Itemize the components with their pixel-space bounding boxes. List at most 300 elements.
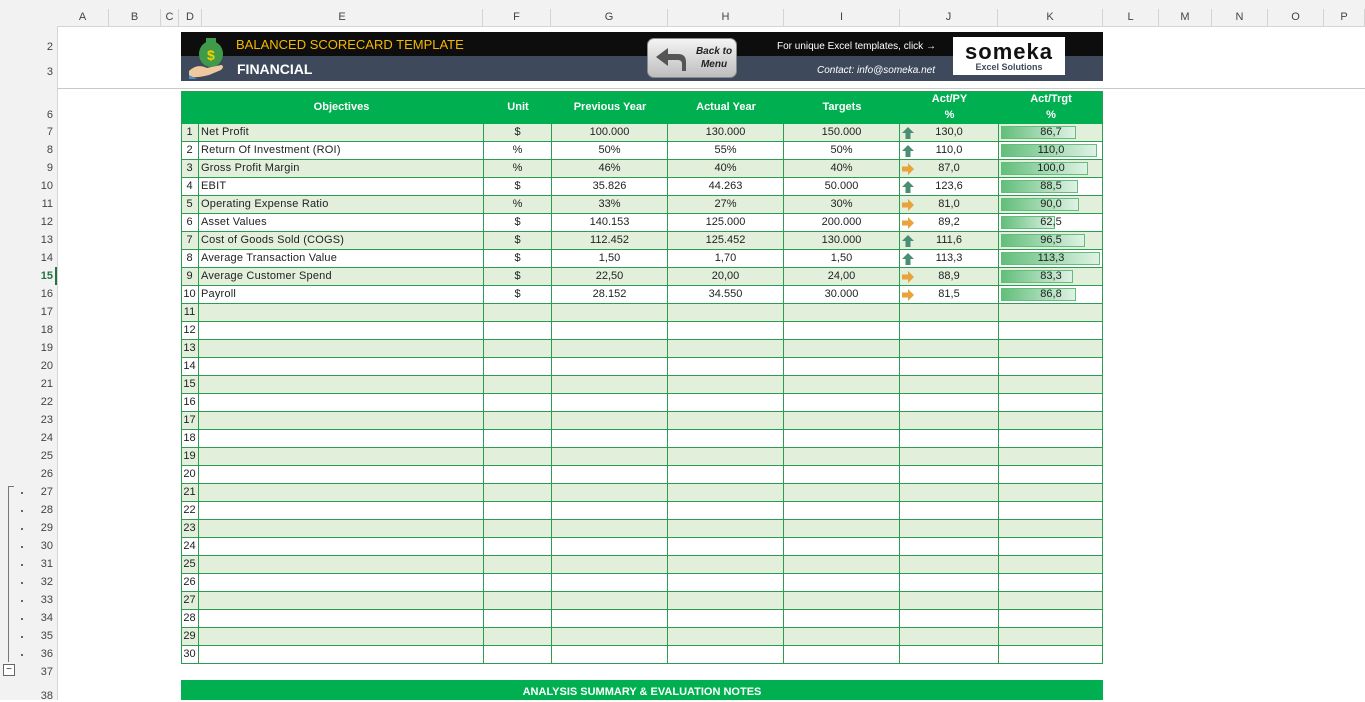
- empty-cell[interactable]: [668, 592, 784, 609]
- empty-cell[interactable]: [999, 394, 1103, 411]
- empty-cell[interactable]: [999, 358, 1103, 375]
- act-py-cell[interactable]: [900, 160, 999, 177]
- empty-cell[interactable]: [199, 358, 484, 375]
- objective-cell[interactable]: Net Profit: [199, 124, 484, 141]
- row-header[interactable]: 14: [40, 252, 53, 264]
- actual-year-cell[interactable]: 125.452: [668, 232, 784, 249]
- row-header[interactable]: 33: [40, 594, 53, 606]
- empty-cell[interactable]: [484, 340, 552, 357]
- empty-cell[interactable]: [552, 394, 668, 411]
- act-py-cell[interactable]: [900, 250, 999, 267]
- column-header[interactable]: E: [202, 9, 483, 26]
- empty-cell[interactable]: [900, 484, 999, 501]
- empty-cell[interactable]: [668, 556, 784, 573]
- row-number[interactable]: 17: [181, 412, 199, 429]
- act-trgt-cell[interactable]: [999, 196, 1103, 213]
- empty-cell[interactable]: [784, 340, 900, 357]
- unit-cell[interactable]: $: [484, 214, 552, 231]
- empty-cell[interactable]: [199, 430, 484, 447]
- empty-cell[interactable]: [900, 574, 999, 591]
- empty-cell[interactable]: [900, 376, 999, 393]
- empty-cell[interactable]: [199, 610, 484, 627]
- unit-cell[interactable]: %: [484, 160, 552, 177]
- row-number[interactable]: 1: [181, 124, 199, 141]
- empty-cell[interactable]: [668, 502, 784, 519]
- actual-year-cell[interactable]: 40%: [668, 160, 784, 177]
- row-number[interactable]: 28: [181, 610, 199, 627]
- row-header[interactable]: 18: [40, 324, 53, 336]
- empty-cell[interactable]: [668, 358, 784, 375]
- empty-cell[interactable]: [900, 502, 999, 519]
- target-cell[interactable]: 50.000: [784, 178, 900, 195]
- empty-cell[interactable]: [484, 394, 552, 411]
- empty-cell[interactable]: [900, 610, 999, 627]
- empty-cell[interactable]: [552, 466, 668, 483]
- actual-year-cell[interactable]: 44.263: [668, 178, 784, 195]
- empty-cell[interactable]: [668, 610, 784, 627]
- target-cell[interactable]: 150.000: [784, 124, 900, 141]
- empty-cell[interactable]: [668, 484, 784, 501]
- empty-cell[interactable]: [552, 574, 668, 591]
- row-header[interactable]: 2: [46, 41, 53, 53]
- row-number[interactable]: 13: [181, 340, 199, 357]
- empty-cell[interactable]: [199, 340, 484, 357]
- empty-cell[interactable]: [668, 304, 784, 321]
- act-py-cell[interactable]: [900, 142, 999, 159]
- empty-cell[interactable]: [668, 520, 784, 537]
- row-number[interactable]: 3: [181, 160, 199, 177]
- previous-year-cell[interactable]: 100.000: [552, 124, 668, 141]
- empty-cell[interactable]: [552, 610, 668, 627]
- actual-year-cell[interactable]: 27%: [668, 196, 784, 213]
- empty-cell[interactable]: [900, 520, 999, 537]
- row-header[interactable]: 25: [40, 450, 53, 462]
- empty-cell[interactable]: [900, 322, 999, 339]
- empty-cell[interactable]: [484, 304, 552, 321]
- empty-cell[interactable]: [784, 628, 900, 645]
- empty-cell[interactable]: [668, 430, 784, 447]
- empty-cell[interactable]: [784, 322, 900, 339]
- row-header[interactable]: 7: [46, 126, 53, 138]
- empty-cell[interactable]: [552, 340, 668, 357]
- act-trgt-cell[interactable]: [999, 250, 1103, 267]
- actual-year-cell[interactable]: 34.550: [668, 286, 784, 303]
- row-header[interactable]: 36: [40, 648, 53, 660]
- target-cell[interactable]: 1,50: [784, 250, 900, 267]
- row-header[interactable]: 27: [40, 486, 53, 498]
- act-py-cell[interactable]: [900, 232, 999, 249]
- row-header[interactable]: 12: [40, 216, 53, 228]
- header-actual-year: Actual Year: [696, 101, 756, 113]
- empty-cell[interactable]: [999, 448, 1103, 465]
- empty-cell[interactable]: [668, 322, 784, 339]
- actual-year-cell[interactable]: 125.000: [668, 214, 784, 231]
- row-header[interactable]: 16: [40, 288, 53, 300]
- act-trgt-cell[interactable]: [999, 268, 1103, 285]
- row-number[interactable]: 9: [181, 268, 199, 285]
- row-header[interactable]: 3: [46, 66, 53, 78]
- objective-cell[interactable]: Operating Expense Ratio: [199, 196, 484, 213]
- row-header[interactable]: 31: [40, 558, 53, 570]
- empty-cell[interactable]: [900, 394, 999, 411]
- empty-cell[interactable]: [999, 322, 1103, 339]
- row-header[interactable]: 38: [40, 690, 53, 702]
- act-py-cell[interactable]: [900, 196, 999, 213]
- row-header[interactable]: 37: [40, 666, 53, 678]
- empty-cell[interactable]: [199, 376, 484, 393]
- empty-cell[interactable]: [999, 304, 1103, 321]
- column-header[interactable]: I: [784, 9, 900, 26]
- row-number[interactable]: 20: [181, 466, 199, 483]
- empty-cell[interactable]: [999, 628, 1103, 645]
- empty-cell[interactable]: [999, 376, 1103, 393]
- row-header[interactable]: 22: [40, 396, 53, 408]
- act-trgt-cell[interactable]: [999, 286, 1103, 303]
- previous-year-cell[interactable]: 28.152: [552, 286, 668, 303]
- row-number[interactable]: 19: [181, 448, 199, 465]
- column-header[interactable]: L: [1103, 9, 1159, 26]
- row-number[interactable]: 10: [181, 286, 199, 303]
- empty-cell[interactable]: [199, 412, 484, 429]
- row-number[interactable]: 5: [181, 196, 199, 213]
- empty-cell[interactable]: [552, 484, 668, 501]
- column-header[interactable]: D: [179, 9, 202, 26]
- row-number[interactable]: 18: [181, 430, 199, 447]
- column-header[interactable]: F: [483, 9, 551, 26]
- row-header[interactable]: 10: [40, 180, 53, 192]
- empty-cell[interactable]: [784, 376, 900, 393]
- empty-cell[interactable]: [668, 574, 784, 591]
- empty-cell[interactable]: [900, 556, 999, 573]
- someka-logo[interactable]: [953, 37, 1065, 75]
- empty-cell[interactable]: [484, 484, 552, 501]
- column-header[interactable]: K: [998, 9, 1103, 26]
- column-header[interactable]: A: [57, 9, 109, 26]
- empty-cell[interactable]: [199, 628, 484, 645]
- row-header[interactable]: 15: [40, 270, 53, 282]
- act-trgt-cell[interactable]: [999, 160, 1103, 177]
- row-header[interactable]: 19: [40, 342, 53, 354]
- empty-cell[interactable]: [484, 628, 552, 645]
- empty-cell[interactable]: [484, 646, 552, 663]
- row-header[interactable]: 21: [40, 378, 53, 390]
- empty-cell[interactable]: [784, 484, 900, 501]
- empty-cell[interactable]: [784, 610, 900, 627]
- empty-cell[interactable]: [900, 466, 999, 483]
- objective-cell[interactable]: EBIT: [199, 178, 484, 195]
- contact-email[interactable]: Contact: info@someka.net: [817, 65, 935, 76]
- empty-cell[interactable]: [484, 556, 552, 573]
- empty-cell[interactable]: [900, 448, 999, 465]
- empty-cell[interactable]: [484, 430, 552, 447]
- empty-cell[interactable]: [900, 646, 999, 663]
- empty-cell[interactable]: [900, 628, 999, 645]
- empty-cell[interactable]: [199, 304, 484, 321]
- row-header[interactable]: 30: [40, 540, 53, 552]
- empty-cell[interactable]: [784, 304, 900, 321]
- empty-cell[interactable]: [784, 466, 900, 483]
- empty-cell[interactable]: [999, 610, 1103, 627]
- empty-cell[interactable]: [999, 646, 1103, 663]
- empty-cell[interactable]: [900, 358, 999, 375]
- empty-cell[interactable]: [900, 538, 999, 555]
- empty-cell[interactable]: [668, 376, 784, 393]
- empty-cell[interactable]: [999, 592, 1103, 609]
- empty-cell[interactable]: [199, 484, 484, 501]
- column-header[interactable]: G: [551, 9, 668, 26]
- target-cell[interactable]: 200.000: [784, 214, 900, 231]
- column-header[interactable]: H: [668, 9, 784, 26]
- empty-cell[interactable]: [552, 538, 668, 555]
- empty-cell[interactable]: [668, 340, 784, 357]
- empty-cell[interactable]: [668, 646, 784, 663]
- previous-year-cell[interactable]: 33%: [552, 196, 668, 213]
- collapse-group-button[interactable]: −: [3, 664, 15, 676]
- empty-cell[interactable]: [552, 322, 668, 339]
- empty-cell[interactable]: [999, 520, 1103, 537]
- act-py-cell[interactable]: [900, 178, 999, 195]
- empty-cell[interactable]: [784, 448, 900, 465]
- empty-cell[interactable]: [668, 538, 784, 555]
- row-header[interactable]: 20: [40, 360, 53, 372]
- logo-name: someka: [965, 39, 1053, 64]
- empty-cell[interactable]: [199, 556, 484, 573]
- row-number[interactable]: 27: [181, 592, 199, 609]
- empty-cell[interactable]: [999, 340, 1103, 357]
- act-py-value: 110,0: [935, 144, 963, 156]
- empty-cell[interactable]: [199, 646, 484, 663]
- previous-year-cell[interactable]: 22,50: [552, 268, 668, 285]
- actual-year-cell[interactable]: 1,70: [668, 250, 784, 267]
- empty-cell[interactable]: [552, 520, 668, 537]
- empty-cell[interactable]: [484, 466, 552, 483]
- row-number[interactable]: 26: [181, 574, 199, 591]
- empty-cell[interactable]: [784, 358, 900, 375]
- actual-year-cell[interactable]: 55%: [668, 142, 784, 159]
- empty-cell[interactable]: [199, 448, 484, 465]
- back-to-menu-button[interactable]: [647, 38, 737, 78]
- empty-cell[interactable]: [668, 466, 784, 483]
- row-number[interactable]: 6: [181, 214, 199, 231]
- row-header[interactable]: 26: [40, 468, 53, 480]
- empty-cell[interactable]: [484, 358, 552, 375]
- empty-cell[interactable]: [199, 520, 484, 537]
- empty-cell[interactable]: [668, 448, 784, 465]
- row-header[interactable]: 9: [46, 162, 53, 174]
- empty-cell[interactable]: [484, 592, 552, 609]
- empty-cell[interactable]: [484, 502, 552, 519]
- empty-cell[interactable]: [199, 592, 484, 609]
- actual-year-cell[interactable]: 130.000: [668, 124, 784, 141]
- row-header[interactable]: 28: [40, 504, 53, 516]
- objective-cell[interactable]: Average Customer Spend: [199, 268, 484, 285]
- act-trgt-cell[interactable]: [999, 124, 1103, 141]
- row-header[interactable]: 34: [40, 612, 53, 624]
- row-number[interactable]: 30: [181, 646, 199, 663]
- act-py-cell[interactable]: [900, 214, 999, 231]
- row-number[interactable]: 23: [181, 520, 199, 537]
- empty-cell[interactable]: [484, 376, 552, 393]
- row-number[interactable]: 21: [181, 484, 199, 501]
- act-trgt-cell[interactable]: [999, 232, 1103, 249]
- empty-cell[interactable]: [199, 574, 484, 591]
- empty-cell[interactable]: [784, 538, 900, 555]
- objective-cell[interactable]: Cost of Goods Sold (COGS): [199, 232, 484, 249]
- unit-cell[interactable]: %: [484, 142, 552, 159]
- unique-templates-link[interactable]: For unique Excel templates, click →: [777, 41, 936, 52]
- unit-cell[interactable]: $: [484, 268, 552, 285]
- empty-cell[interactable]: [784, 574, 900, 591]
- empty-cell[interactable]: [999, 430, 1103, 447]
- empty-cell[interactable]: [999, 502, 1103, 519]
- empty-cell[interactable]: [484, 448, 552, 465]
- row-number[interactable]: 14: [181, 358, 199, 375]
- target-cell[interactable]: 30.000: [784, 286, 900, 303]
- column-header[interactable]: C: [161, 9, 179, 26]
- row-header[interactable]: 35: [40, 630, 53, 642]
- row-number[interactable]: 24: [181, 538, 199, 555]
- row-header[interactable]: 17: [40, 306, 53, 318]
- empty-cell[interactable]: [484, 610, 552, 627]
- row-header[interactable]: 11: [41, 198, 53, 210]
- table-row: [181, 520, 1103, 538]
- unit-cell[interactable]: $: [484, 124, 552, 141]
- target-cell[interactable]: 24,00: [784, 268, 900, 285]
- empty-cell[interactable]: [199, 322, 484, 339]
- row-number[interactable]: 7: [181, 232, 199, 249]
- row-header[interactable]: 23: [40, 414, 53, 426]
- row-header[interactable]: 24: [40, 432, 53, 444]
- empty-cell[interactable]: [484, 538, 552, 555]
- empty-cell[interactable]: [999, 556, 1103, 573]
- row-number[interactable]: 11: [181, 304, 199, 321]
- column-header[interactable]: N: [1212, 9, 1268, 26]
- row-header[interactable]: 13: [40, 234, 53, 246]
- empty-cell[interactable]: [552, 448, 668, 465]
- row-number[interactable]: 22: [181, 502, 199, 519]
- previous-year-cell[interactable]: 50%: [552, 142, 668, 159]
- unit-cell[interactable]: %: [484, 196, 552, 213]
- empty-cell[interactable]: [999, 484, 1103, 501]
- empty-cell[interactable]: [199, 466, 484, 483]
- empty-cell[interactable]: [552, 646, 668, 663]
- empty-cell[interactable]: [552, 502, 668, 519]
- empty-cell[interactable]: [900, 340, 999, 357]
- row-number[interactable]: 16: [181, 394, 199, 411]
- empty-cell[interactable]: [199, 538, 484, 555]
- row-number[interactable]: 8: [181, 250, 199, 267]
- empty-cell[interactable]: [784, 646, 900, 663]
- empty-cell[interactable]: [668, 394, 784, 411]
- empty-cell[interactable]: [668, 412, 784, 429]
- row-number[interactable]: 12: [181, 322, 199, 339]
- empty-cell[interactable]: [552, 592, 668, 609]
- target-cell[interactable]: 130.000: [784, 232, 900, 249]
- empty-cell[interactable]: [552, 376, 668, 393]
- row-number[interactable]: 15: [181, 376, 199, 393]
- previous-year-cell[interactable]: 140.153: [552, 214, 668, 231]
- empty-cell[interactable]: [484, 520, 552, 537]
- act-trgt-cell[interactable]: [999, 178, 1103, 195]
- actual-year-cell[interactable]: 20,00: [668, 268, 784, 285]
- empty-cell[interactable]: [552, 556, 668, 573]
- empty-cell[interactable]: [999, 412, 1103, 429]
- previous-year-cell[interactable]: 112.452: [552, 232, 668, 249]
- act-trgt-cell[interactable]: [999, 214, 1103, 231]
- row-number[interactable]: 29: [181, 628, 199, 645]
- empty-cell[interactable]: [484, 574, 552, 591]
- column-header[interactable]: J: [900, 9, 998, 26]
- act-py-cell[interactable]: [900, 124, 999, 141]
- empty-cell[interactable]: [784, 394, 900, 411]
- empty-cell[interactable]: [784, 412, 900, 429]
- target-cell[interactable]: 50%: [784, 142, 900, 159]
- empty-cell[interactable]: [552, 304, 668, 321]
- empty-cell[interactable]: [552, 628, 668, 645]
- empty-cell[interactable]: [484, 412, 552, 429]
- empty-cell[interactable]: [784, 502, 900, 519]
- empty-cell[interactable]: [552, 358, 668, 375]
- empty-cell[interactable]: [199, 502, 484, 519]
- row-number[interactable]: 25: [181, 556, 199, 573]
- target-cell[interactable]: 40%: [784, 160, 900, 177]
- objective-cell[interactable]: Return Of Investment (ROI): [199, 142, 484, 159]
- act-trgt-cell[interactable]: [999, 142, 1103, 159]
- objective-cell[interactable]: Payroll: [199, 286, 484, 303]
- empty-cell[interactable]: [784, 592, 900, 609]
- act-py-cell[interactable]: [900, 286, 999, 303]
- previous-year-cell[interactable]: 46%: [552, 160, 668, 177]
- empty-cell[interactable]: [199, 394, 484, 411]
- unit-cell[interactable]: $: [484, 232, 552, 249]
- row-number[interactable]: 2: [181, 142, 199, 159]
- unit-cell[interactable]: $: [484, 286, 552, 303]
- column-header[interactable]: M: [1159, 9, 1212, 26]
- empty-cell[interactable]: [900, 592, 999, 609]
- column-header[interactable]: B: [109, 9, 161, 26]
- empty-cell[interactable]: [668, 628, 784, 645]
- empty-cell[interactable]: [999, 574, 1103, 591]
- objective-cell[interactable]: Average Transaction Value: [199, 250, 484, 267]
- empty-cell[interactable]: [784, 520, 900, 537]
- unit-cell[interactable]: $: [484, 250, 552, 267]
- objective-cell[interactable]: Gross Profit Margin: [199, 160, 484, 177]
- previous-year-cell[interactable]: 1,50: [552, 250, 668, 267]
- empty-cell[interactable]: [552, 430, 668, 447]
- empty-cell[interactable]: [900, 412, 999, 429]
- empty-cell[interactable]: [552, 412, 668, 429]
- unit-cell[interactable]: $: [484, 178, 552, 195]
- act-py-cell[interactable]: [900, 268, 999, 285]
- previous-year-cell[interactable]: 35.826: [552, 178, 668, 195]
- empty-cell[interactable]: [900, 304, 999, 321]
- target-cell[interactable]: 30%: [784, 196, 900, 213]
- row-number[interactable]: 4: [181, 178, 199, 195]
- row-header[interactable]: 32: [40, 576, 53, 588]
- objective-cell[interactable]: Asset Values: [199, 214, 484, 231]
- empty-cell[interactable]: [784, 556, 900, 573]
- empty-cell[interactable]: [999, 466, 1103, 483]
- column-header[interactable]: O: [1268, 9, 1324, 26]
- empty-cell[interactable]: [784, 430, 900, 447]
- column-header[interactable]: P: [1324, 9, 1365, 26]
- row-header[interactable]: 29: [40, 522, 53, 534]
- row-header[interactable]: 6: [46, 109, 53, 121]
- row-header[interactable]: 8: [46, 144, 53, 156]
- empty-cell[interactable]: [484, 322, 552, 339]
- empty-cell[interactable]: [999, 538, 1103, 555]
- empty-cell[interactable]: [900, 430, 999, 447]
